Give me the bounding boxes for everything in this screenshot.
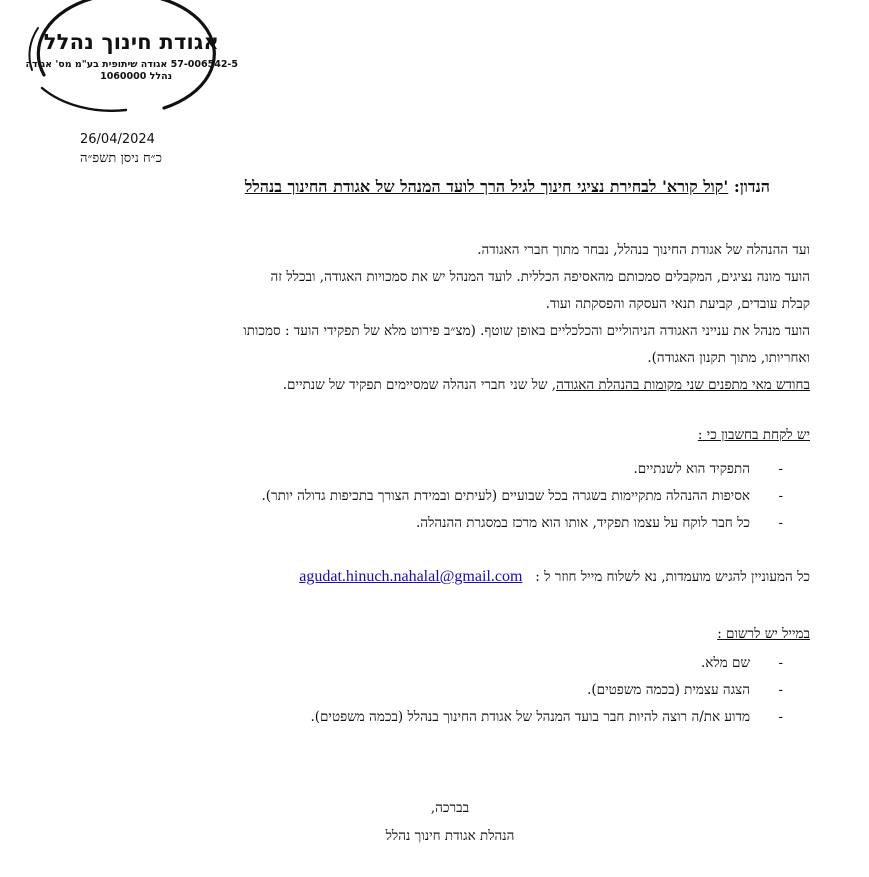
- organization-seal: [14, 0, 238, 112]
- dash-bullet-icon: -: [778, 461, 783, 477]
- seal-address-line: נהלל 1060000: [100, 71, 172, 82]
- body-paragraph-openings: [58, 372, 810, 399]
- list-item: - מדוע את/ה רוצה להיות חבר בועד המנהל של אגודת החינוך בנהלל (בכמה משפטים).: [90, 704, 810, 731]
- openings-rest: , של שני חברי הנהלה שמסיימים תפקיד של שנתיים.: [282, 377, 557, 393]
- mail-requirements-heading: במייל יש לרשום :: [717, 626, 810, 642]
- letter-body: [58, 237, 810, 399]
- considerations-list: [90, 456, 810, 537]
- seal-registration-line: 57-006542-5 אגודה שיתופית בע"מ מס' אגודה: [25, 59, 238, 70]
- closing-greeting: בברכה,: [430, 800, 470, 816]
- body-paragraph: קבלת עובדים, קביעת תנאי העסקה והפסקתה ועוד.: [545, 296, 810, 312]
- dash-bullet-icon: -: [778, 709, 783, 725]
- subject-prefix: הנדון:: [733, 177, 770, 196]
- dash-bullet-icon: -: [778, 488, 783, 504]
- body-paragraph: ואחריותו, מתוך תקנון האגודה).: [647, 350, 810, 366]
- seal-title: אגודת חינוך נהלל: [43, 30, 219, 54]
- gregorian-date: 26/04/2024: [80, 132, 155, 147]
- dash-bullet-icon: -: [778, 682, 783, 698]
- body-paragraph: ועד ההנהלה של אגודת החינוך בנהלל, נבחר מתוך חברי האגודה.: [477, 242, 810, 258]
- mail-requirements-list: [90, 650, 810, 731]
- body-paragraph: הועד מנהל את ענייני האגודה הניהוליים והכלכליים באופן שוטף. (מצ״ב פירוט מלא של תפקידי הועד : סמכותו: [243, 323, 810, 339]
- email-link[interactable]: agudat.hinuch.nahalal@gmail.com: [299, 568, 523, 585]
- list-item: - אסיפות ההנהלה מתקיימות בשגרה בכל שבועיים (לעיתים ובמידת הצורך בתכיפות גדולה יותר).: [90, 483, 810, 510]
- list-item: - כל חבר לוקח על עצמו תפקיד, אותו הוא מרכז במסגרת ההנהלה.: [90, 510, 810, 537]
- list-item: - שם מלא.: [90, 650, 810, 677]
- contact-text: כל המעוניין להגיש מועמדות, נא לשלוח מייל חוזר ל :: [535, 569, 810, 585]
- subject-line: [80, 177, 770, 197]
- subject-text: 'קול קורא' לבחירת נציגי חינוך לגיל הרך לועד המנהל של אגודת החינוך בנהלל: [244, 177, 729, 196]
- hebrew-date: כ״ח ניסן תשפ״ה: [80, 151, 162, 166]
- closing-signature: הנהלת אגודת חינוך נהלל: [385, 828, 515, 844]
- dash-bullet-icon: -: [778, 515, 783, 531]
- considerations-heading: יש לקחת בחשבון כי :: [697, 427, 810, 443]
- list-item: - התפקיד הוא לשנתיים.: [90, 456, 810, 483]
- dash-bullet-icon: -: [778, 655, 783, 671]
- seal-circle-icon: [14, 0, 224, 112]
- openings-underlined: בחודש מאי מתפנים שני מקומות בהנהלת האגודה: [556, 377, 810, 393]
- list-item: - הצגה עצמית (בכמה משפטים).: [90, 677, 810, 704]
- contact-line: [90, 568, 810, 586]
- body-paragraph: הועד מונה נציגים, המקבלים סמכותם מהאסיפה הכללית. לועד המנהל יש את סמכויות האגודה, ובכלל זה: [270, 269, 810, 285]
